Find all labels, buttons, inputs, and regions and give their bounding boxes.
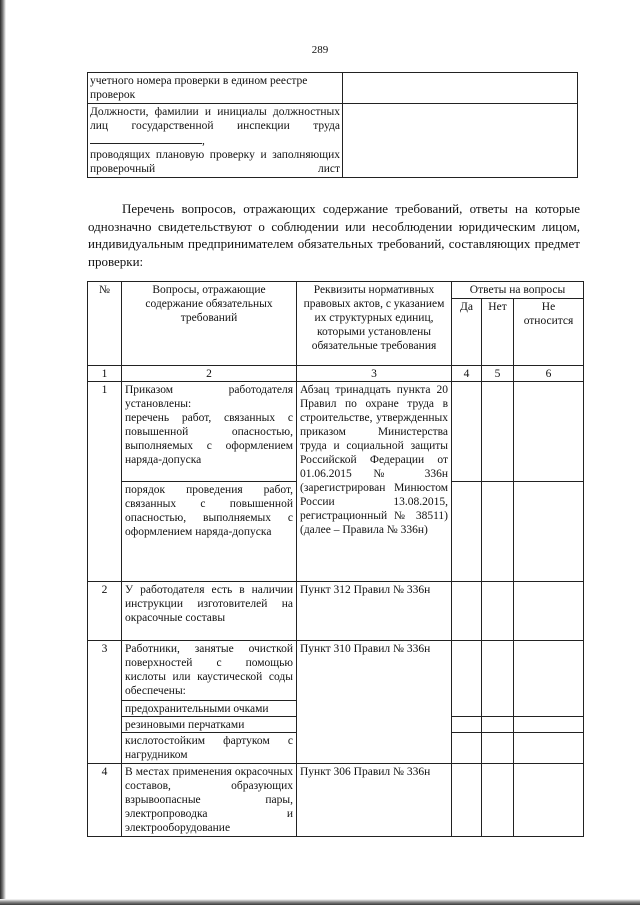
scan-shadow-left <box>0 0 6 905</box>
answer-no-cell[interactable] <box>482 641 514 717</box>
col-number: 5 <box>482 366 514 382</box>
answer-na-cell[interactable] <box>514 582 584 641</box>
answer-no-cell[interactable] <box>482 733 514 764</box>
question-text: предохранительными очками <box>122 701 297 717</box>
page-number: 289 <box>311 44 329 56</box>
row-number: 1 <box>88 382 122 582</box>
answer-no-cell[interactable] <box>482 764 514 837</box>
intro-paragraph: Перечень вопросов, отражающих содержание требований, ответы на которые однозначно свидетельствуют о соблюдении или несоблюдении юридическим лицом, индивидуальным предпринимателем обязательных требований, составляющих предмет проверки: <box>88 201 580 269</box>
answer-no-cell[interactable] <box>482 482 514 582</box>
table-header-row <box>88 282 584 299</box>
answer-na-cell[interactable] <box>514 733 584 764</box>
col-number: 3 <box>297 366 452 382</box>
header-yes: Да <box>452 299 482 366</box>
question-text: порядок проведения работ, связанных с повышенной опасностью, выполняемых с оформлением наряда-допуска <box>122 482 297 582</box>
answer-yes-cell[interactable] <box>452 482 482 582</box>
inspection-info-table <box>87 72 578 178</box>
scan-shadow-bottom <box>0 899 640 905</box>
col-number: 1 <box>88 366 122 382</box>
table-row <box>88 382 584 482</box>
answer-yes-cell[interactable] <box>452 641 482 717</box>
answer-yes-cell[interactable] <box>452 764 482 837</box>
inspectors-label-line3: проводящих плановую проверку и заполняющих проверочный лист <box>90 149 340 175</box>
answer-no-cell[interactable] <box>482 717 514 733</box>
registry-number-value[interactable] <box>343 73 578 104</box>
answer-yes-cell[interactable] <box>452 582 482 641</box>
column-numbers-row <box>88 366 584 382</box>
requisite-text: Абзац тринадцать пункта 20 Правил по охране труда в строительстве, утвержденных приказом Министерства труда и социальной защиты Российской Федерации от 01.06.2015 № 336н (зарегистрирован Минюстом России 13.08.2015, регистрационный № 38511) (далее – Правила № 336н) <box>297 382 452 582</box>
answer-yes-cell[interactable] <box>452 382 482 482</box>
answer-na-cell[interactable] <box>514 482 584 582</box>
col-number: 2 <box>122 366 297 382</box>
inspectors-label-line2: , <box>90 133 340 148</box>
requisite-text: Пункт 306 Правил № 336н <box>297 764 452 837</box>
col-number: 4 <box>452 366 482 382</box>
answer-no-cell[interactable] <box>482 582 514 641</box>
header-questions: Вопросы, отражающие содержание обязательных требований <box>122 282 297 366</box>
question-text: резиновыми перчатками <box>122 717 297 733</box>
col-number: 6 <box>514 366 584 382</box>
question-text <box>122 382 297 482</box>
header-answers: Ответы на вопросы <box>452 282 584 299</box>
table-row <box>88 764 584 837</box>
answer-na-cell[interactable] <box>514 641 584 717</box>
table-row <box>88 73 578 104</box>
inspectors-label <box>88 104 343 178</box>
answer-no-cell[interactable] <box>482 382 514 482</box>
answer-na-cell[interactable] <box>514 764 584 837</box>
question-text: У работодателя есть в наличии инструкции изготовителей на окрасочные составы <box>122 582 297 641</box>
table-row <box>88 582 584 641</box>
answer-yes-cell[interactable] <box>452 717 482 733</box>
answer-na-cell[interactable] <box>514 717 584 733</box>
table-row <box>88 104 578 178</box>
question-text: кислотостойким фартуком с нагрудником <box>122 733 297 764</box>
checklist-table <box>87 281 584 837</box>
answer-na-cell[interactable] <box>514 382 584 482</box>
row-number: 2 <box>88 582 122 641</box>
header-requisites: Реквизиты нормативных правовых актов, с указанием их структурных единиц, которыми установлены обязательные требования <box>297 282 452 366</box>
inspectors-label-line1: Должности, фамилии и инициалы должностных лиц государственной инспекции труда <box>90 106 340 132</box>
registry-number-label: учетного номера проверки в едином реестре проверок <box>88 73 343 104</box>
fill-in-line <box>90 133 202 144</box>
header-no: Нет <box>482 299 514 366</box>
requisite-text: Пункт 312 Правил № 336н <box>297 582 452 641</box>
row-number: 3 <box>88 641 122 764</box>
table-row <box>88 641 584 701</box>
header-num: № <box>88 282 122 366</box>
question-text: Работники, занятые очисткой поверхностей с помощью кислоты или каустической соды обеспечены: <box>122 641 297 701</box>
question-part: Приказом работодателя установлены: <box>125 384 293 410</box>
requisite-text: Пункт 310 Правил № 336н <box>297 641 452 764</box>
question-part: перечень работ, связанных с повышенной опасностью, выполняемых с оформлением наряда-допуска <box>125 412 293 466</box>
header-na: Не относится <box>514 299 584 366</box>
row-number: 4 <box>88 764 122 837</box>
question-text: В местах применения окрасочных составов, образующих взрывоопасные пары, электропроводка и электрооборудование <box>122 764 297 837</box>
inspectors-value[interactable] <box>343 104 578 178</box>
answer-yes-cell[interactable] <box>452 733 482 764</box>
